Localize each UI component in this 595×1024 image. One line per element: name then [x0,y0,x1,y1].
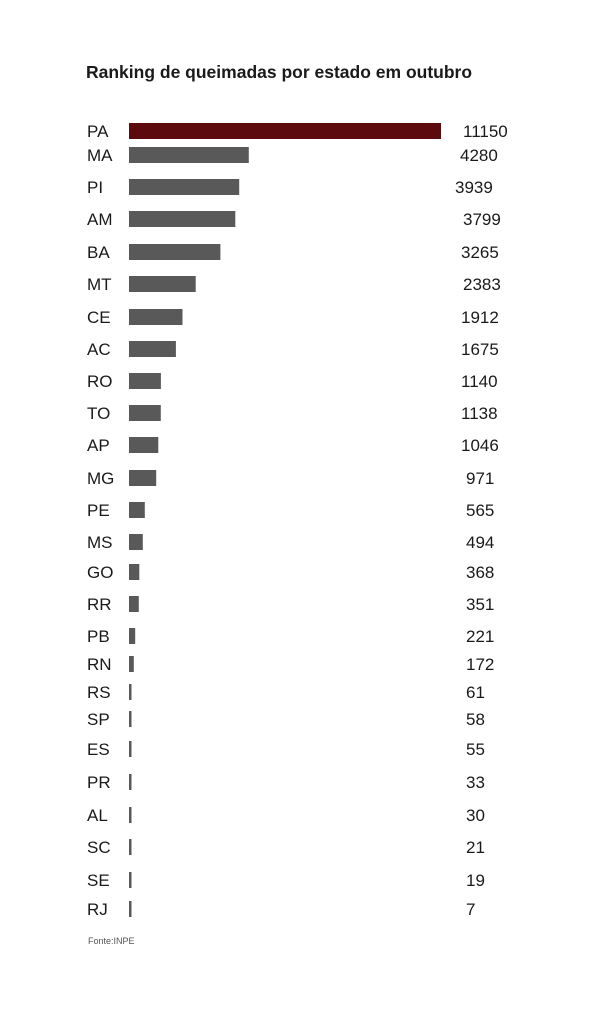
value-label: 4280 [460,146,498,165]
bar [129,901,132,917]
category-label: MA [87,146,113,165]
category-label: PI [87,178,104,197]
bar [129,123,441,139]
value-label: 19 [466,871,485,890]
category-label: MT [87,275,112,294]
value-label: 368 [466,563,495,582]
bar [129,309,183,325]
bar [129,502,145,518]
value-label: 565 [466,501,495,520]
value-label: 3939 [455,178,493,197]
category-label: PA [87,122,109,141]
bar [129,564,139,580]
category-label: PE [87,501,110,520]
bar [129,807,132,823]
value-label: 55 [466,740,485,759]
bar [129,596,139,612]
category-label: SC [87,838,111,857]
category-label: RN [87,655,112,674]
category-label: PB [87,627,110,646]
category-label: GO [87,563,114,582]
category-label: RO [87,372,113,391]
bar [129,628,135,644]
category-label: TO [87,404,111,423]
category-label: CE [87,308,111,327]
category-label: AP [87,436,110,455]
bar [129,774,132,790]
value-label: 172 [466,655,495,674]
bar [129,656,134,672]
value-label: 1138 [461,404,498,423]
bar [129,211,235,227]
value-label: 11150 [463,122,508,141]
bar [129,276,196,292]
bar [129,684,132,700]
chart-title: Ranking de queimadas por estado em outubro [86,62,473,82]
value-label: 1912 [461,308,499,327]
value-label: 1140 [461,372,498,391]
bar [129,470,156,486]
value-label: 221 [466,627,495,646]
bar [129,244,220,260]
value-label: 1675 [461,340,499,359]
bar [129,373,161,389]
value-label: 3799 [463,210,501,229]
category-label: ES [87,740,110,759]
bar [129,839,132,855]
category-label: PR [87,773,111,792]
category-label: AC [87,340,111,359]
category-label: AL [87,806,108,825]
bar [129,147,249,163]
bar [129,437,158,453]
value-label: 2383 [463,275,501,294]
bar [129,741,132,757]
value-label: 351 [466,595,495,614]
value-label: 33 [466,773,485,792]
value-label: 7 [466,900,476,919]
value-label: 971 [466,469,495,488]
bar [129,179,239,195]
value-label: 1046 [461,436,499,455]
category-label: SP [87,710,110,729]
value-label: 30 [466,806,485,825]
value-label: 61 [466,683,485,702]
category-label: RS [87,683,111,702]
category-label: BA [87,243,110,262]
category-label: MS [87,533,113,552]
bar [129,534,143,550]
value-label: 21 [466,838,485,857]
source-note: Fonte:INPE [88,936,135,946]
value-label: 3265 [461,243,499,262]
category-label: RJ [87,900,108,919]
bar [129,341,176,357]
category-label: RR [87,595,112,614]
category-label: SE [87,871,110,890]
value-label: 58 [466,710,485,729]
bar [129,872,132,888]
category-label: AM [87,210,113,229]
bar [129,711,132,727]
category-label: MG [87,469,115,488]
value-label: 494 [466,533,495,552]
bar [129,405,161,421]
